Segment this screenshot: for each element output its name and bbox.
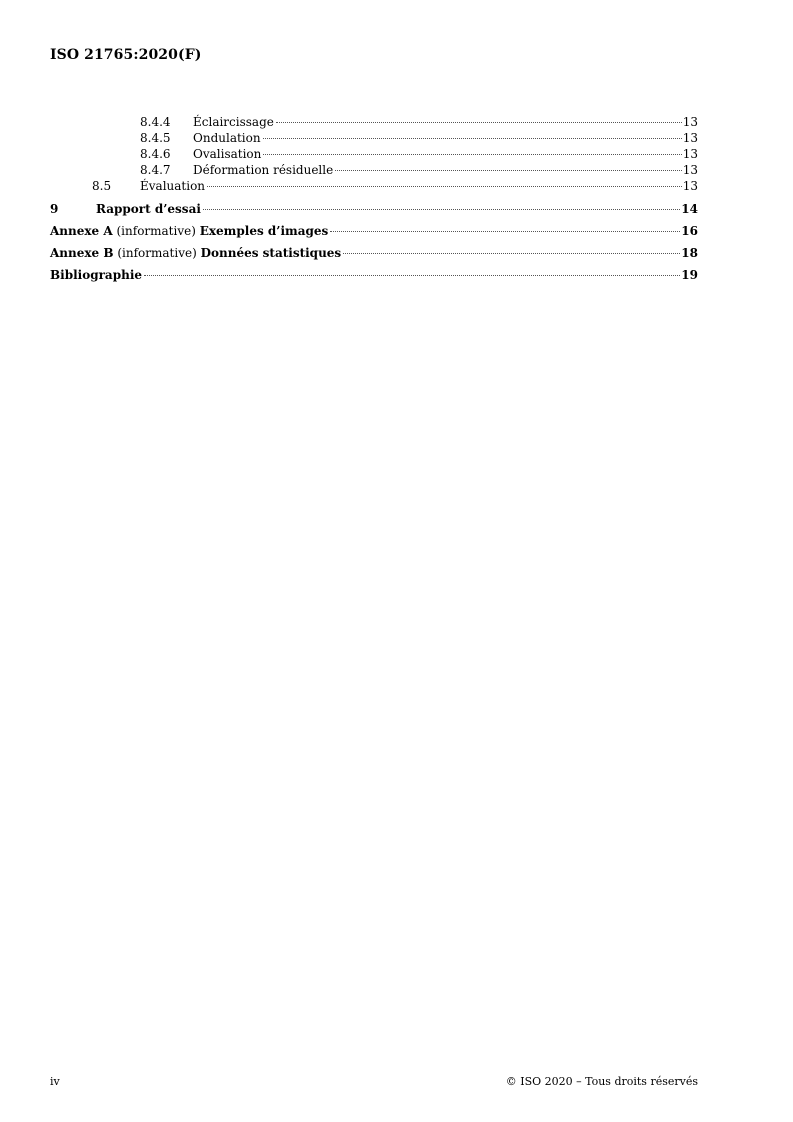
toc-entry-annex-a[interactable] (50, 220, 698, 242)
toc-entry-8-4-6[interactable] (50, 146, 698, 162)
toc-entry-bibliography[interactable] (50, 264, 698, 286)
toc-entry-page: 13 (682, 179, 698, 193)
toc-leader-dots (263, 154, 681, 155)
toc-entry-page: 14 (681, 202, 698, 216)
table-of-contents (50, 114, 698, 286)
toc-entry-8-5[interactable] (50, 178, 698, 194)
toc-leader-dots (207, 186, 682, 187)
toc-entry-page: 13 (682, 115, 698, 129)
toc-entry-title: Déformation résiduelle (193, 163, 334, 177)
toc-entry-page: 18 (681, 246, 698, 260)
toc-entry-page: 13 (682, 163, 698, 177)
toc-leader-dots (276, 122, 682, 123)
toc-entry-number: 9 (50, 202, 59, 216)
toc-entry-title: Rapport d’essai (96, 202, 201, 216)
toc-entry-title: Éclaircissage (193, 115, 274, 129)
toc-entry-page: 16 (681, 224, 698, 238)
toc-leader-dots (343, 253, 680, 254)
toc-entry-title: Bibliographie (50, 268, 143, 282)
annex-title: Exemples d’images (199, 224, 329, 238)
toc-entry-9[interactable] (50, 198, 698, 220)
toc-entry-number: 8.4.7 (140, 163, 171, 177)
toc-leader-dots (203, 209, 680, 210)
toc-entry-annex-b[interactable] (50, 242, 698, 264)
toc-entry-8-4-5[interactable] (50, 130, 698, 146)
toc-entry-page: 19 (681, 268, 698, 282)
toc-leader-dots (330, 231, 680, 232)
toc-entry-number: 8.4.6 (140, 147, 171, 161)
annex-label: Annexe A (50, 224, 113, 238)
toc-leader-dots (144, 275, 680, 276)
annex-type: (informative) (117, 246, 197, 260)
document-id-header: ISO 21765:2020(F) (50, 47, 202, 63)
toc-leader-dots (335, 170, 682, 171)
toc-entry-title: Ondulation (193, 131, 261, 145)
toc-entry-number: 8.5 (92, 179, 112, 193)
footer-copyright: © ISO 2020 – Tous droits réservés (505, 1075, 698, 1088)
annex-label: Annexe B (50, 246, 114, 260)
footer-page-number: iv (50, 1075, 60, 1088)
toc-entry-number: 8.4.5 (140, 131, 171, 145)
toc-leader-dots (263, 138, 682, 139)
annex-title: Données statistiques (200, 246, 342, 260)
toc-entry-title: Ovalisation (193, 147, 262, 161)
toc-entry-8-4-7[interactable] (50, 162, 698, 178)
toc-entry-title: Évaluation (140, 179, 206, 193)
toc-entry-page: 13 (682, 131, 698, 145)
toc-entry-number: 8.4.4 (140, 115, 171, 129)
annex-type: (informative) (116, 224, 196, 238)
toc-entry-8-4-4[interactable] (50, 114, 698, 130)
toc-entry-page: 13 (682, 147, 698, 161)
